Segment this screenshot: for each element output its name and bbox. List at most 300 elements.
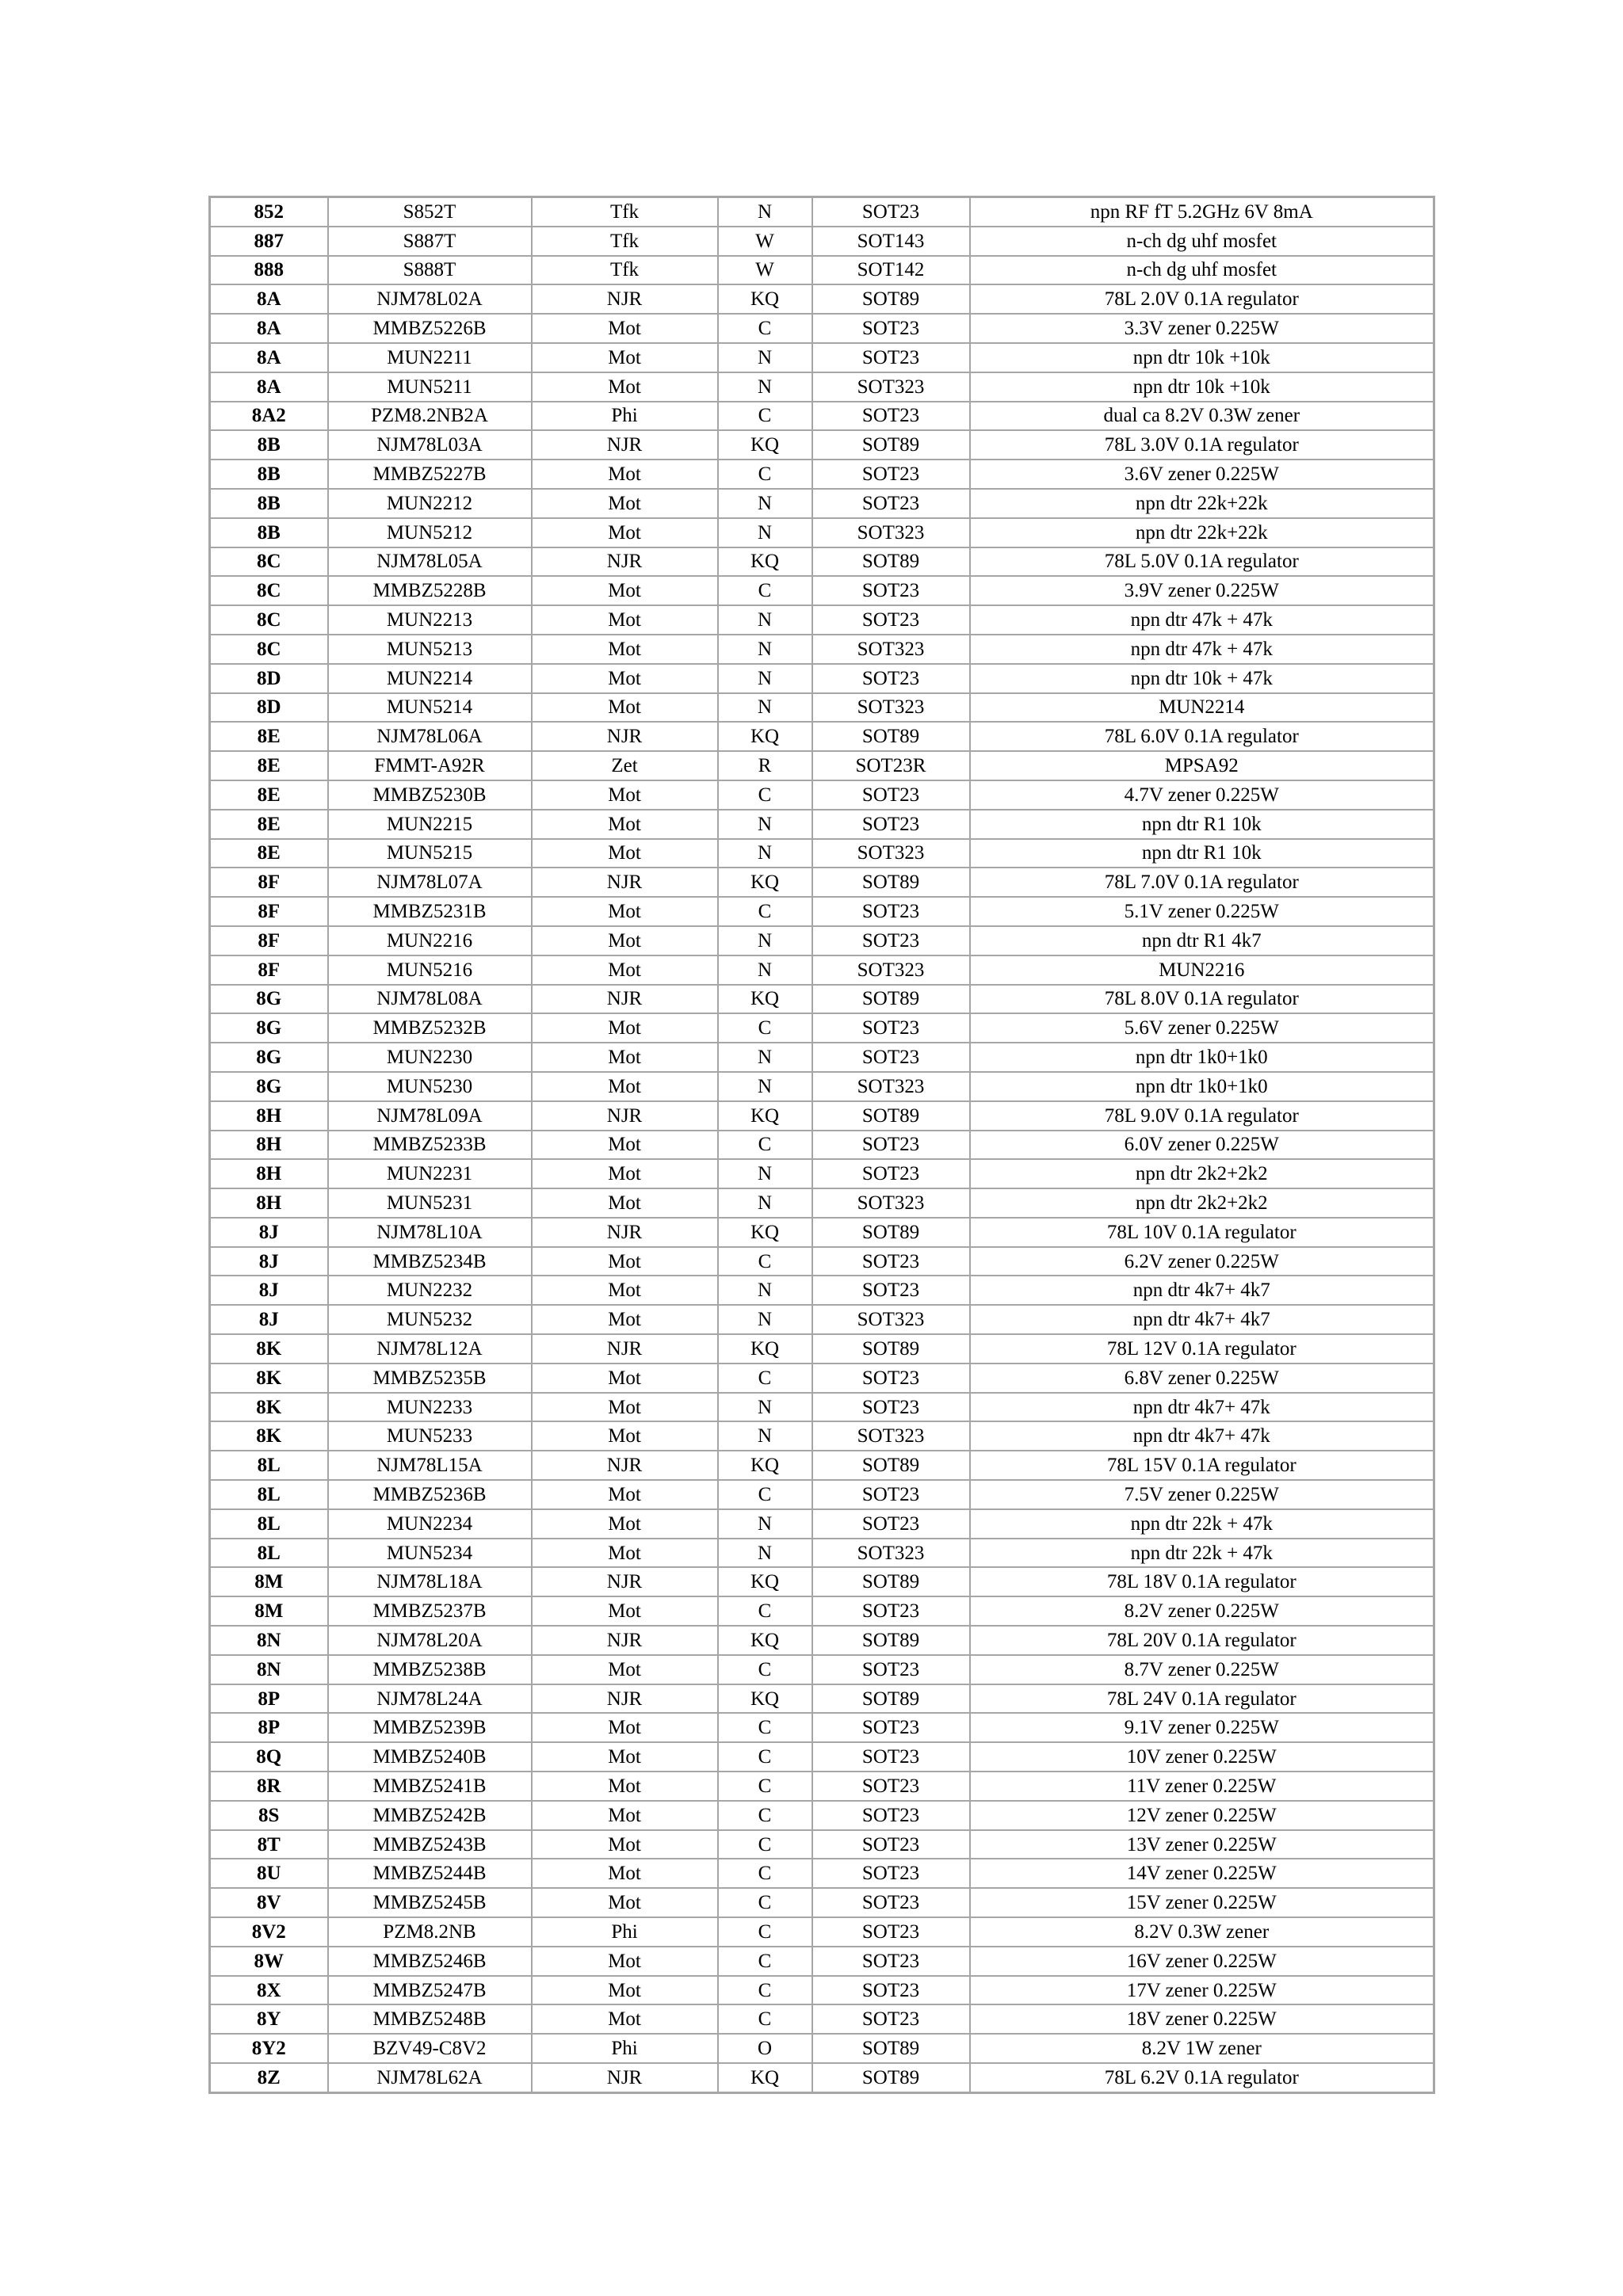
package-cell: SOT89 <box>812 430 970 460</box>
smd-code-cell: 8L <box>210 1509 328 1539</box>
table-row <box>210 751 1434 780</box>
package-cell: SOT23 <box>812 314 970 343</box>
manufacturer-cell: Tfk <box>532 227 718 256</box>
description-cell: 5.6V zener 0.225W <box>970 1013 1434 1043</box>
part-number-cell: NJM78L62A <box>328 2063 532 2092</box>
base-cell: KQ <box>718 1684 812 1714</box>
smd-code-cell: 8E <box>210 780 328 810</box>
table-row <box>210 1772 1434 1801</box>
description-cell: 7.5V zener 0.225W <box>970 1480 1434 1509</box>
base-cell: C <box>718 402 812 431</box>
part-number-cell: MUN2216 <box>328 926 532 955</box>
package-cell: SOT323 <box>812 839 970 868</box>
description-cell: 78L 20V 0.1A regulator <box>970 1626 1434 1655</box>
part-number-cell: MMBZ5239B <box>328 1713 532 1742</box>
table-row <box>210 1830 1434 1859</box>
description-cell: 3.3V zener 0.225W <box>970 314 1434 343</box>
part-number-cell: MUN5213 <box>328 635 532 664</box>
package-cell: SOT23 <box>812 780 970 810</box>
manufacturer-cell: Mot <box>532 1713 718 1742</box>
table-row <box>210 780 1434 810</box>
package-cell: SOT23 <box>812 576 970 605</box>
table-row <box>210 197 1434 227</box>
part-number-cell: MMBZ5236B <box>328 1480 532 1509</box>
description-cell: MPSA92 <box>970 751 1434 780</box>
manufacturer-cell: Mot <box>532 1276 718 1305</box>
smd-code-cell: 8J <box>210 1276 328 1305</box>
base-cell: C <box>718 460 812 489</box>
part-number-cell: MUN5234 <box>328 1539 532 1568</box>
manufacturer-cell: Zet <box>532 751 718 780</box>
part-number-cell: MUN2230 <box>328 1043 532 1072</box>
smd-code-cell: 8N <box>210 1655 328 1684</box>
table-row <box>210 1101 1434 1131</box>
package-cell: SOT23 <box>812 1713 970 1742</box>
part-number-cell: MUN5212 <box>328 518 532 547</box>
smd-code-cell: 8E <box>210 810 328 839</box>
package-cell: SOT143 <box>812 227 970 256</box>
smd-code-cell: 8C <box>210 576 328 605</box>
smd-code-cell: 8J <box>210 1247 328 1276</box>
smd-code-cell: 8H <box>210 1188 328 1218</box>
table-row <box>210 1013 1434 1043</box>
smd-code-cell: 8C <box>210 605 328 635</box>
smd-code-cell: 8A <box>210 343 328 372</box>
package-cell: SOT23 <box>812 1159 970 1188</box>
table-row <box>210 1976 1434 2005</box>
table-row <box>210 1655 1434 1684</box>
description-cell: 78L 15V 0.1A regulator <box>970 1451 1434 1480</box>
part-number-cell: MMBZ5243B <box>328 1830 532 1859</box>
base-cell: KQ <box>718 1451 812 1480</box>
manufacturer-cell: NJR <box>532 2063 718 2092</box>
description-cell: 6.0V zener 0.225W <box>970 1131 1434 1160</box>
manufacturer-cell: Mot <box>532 605 718 635</box>
smd-code-cell: 8U <box>210 1859 328 1888</box>
manufacturer-cell: Mot <box>532 1830 718 1859</box>
description-cell: 17V zener 0.225W <box>970 1976 1434 2005</box>
table-row <box>210 897 1434 926</box>
table-row <box>210 1334 1434 1363</box>
part-number-cell: MUN2212 <box>328 489 532 518</box>
part-number-cell: MMBZ5247B <box>328 1976 532 2005</box>
base-cell: C <box>718 1947 812 1976</box>
base-cell: C <box>718 1596 812 1626</box>
table-row <box>210 810 1434 839</box>
base-cell: N <box>718 197 812 227</box>
part-number-cell: MUN2234 <box>328 1509 532 1539</box>
base-cell: KQ <box>718 1626 812 1655</box>
table-row <box>210 576 1434 605</box>
package-cell: SOT23 <box>812 1830 970 1859</box>
smd-code-cell: 8K <box>210 1334 328 1363</box>
description-cell: npn dtr 10k + 47k <box>970 664 1434 693</box>
smd-code-cell: 8F <box>210 868 328 897</box>
manufacturer-cell: Phi <box>532 402 718 431</box>
description-cell: 78L 5.0V 0.1A regulator <box>970 547 1434 577</box>
base-cell: N <box>718 1043 812 1072</box>
smd-code-cell: 8B <box>210 518 328 547</box>
description-cell: 8.7V zener 0.225W <box>970 1655 1434 1684</box>
description-cell: 78L 7.0V 0.1A regulator <box>970 868 1434 897</box>
manufacturer-cell: Mot <box>532 314 718 343</box>
table-row <box>210 955 1434 985</box>
part-number-cell: NJM78L12A <box>328 1334 532 1363</box>
description-cell: npn dtr 4k7+ 4k7 <box>970 1276 1434 1305</box>
base-cell: O <box>718 2034 812 2063</box>
manufacturer-cell: Mot <box>532 1772 718 1801</box>
part-number-cell: NJM78L20A <box>328 1626 532 1655</box>
base-cell: C <box>718 1742 812 1772</box>
smd-code-cell: 8H <box>210 1131 328 1160</box>
smd-code-cell: 8G <box>210 1043 328 1072</box>
manufacturer-cell: Mot <box>532 1480 718 1509</box>
package-cell: SOT23 <box>812 1947 970 1976</box>
manufacturer-cell: Mot <box>532 1509 718 1539</box>
part-number-cell: MMBZ5241B <box>328 1772 532 1801</box>
base-cell: R <box>718 751 812 780</box>
table-row <box>210 1539 1434 1568</box>
table-row <box>210 2004 1434 2034</box>
base-cell: N <box>718 343 812 372</box>
description-cell: npn dtr 1k0+1k0 <box>970 1043 1434 1072</box>
description-cell: 13V zener 0.225W <box>970 1830 1434 1859</box>
part-number-cell: MMBZ5248B <box>328 2004 532 2034</box>
table-row <box>210 1421 1434 1451</box>
manufacturer-cell: Mot <box>532 1596 718 1626</box>
package-cell: SOT89 <box>812 284 970 314</box>
package-cell: SOT23 <box>812 1043 970 1072</box>
base-cell: KQ <box>718 547 812 577</box>
description-cell: 8.2V zener 0.225W <box>970 1596 1434 1626</box>
smd-code-cell: 8N <box>210 1626 328 1655</box>
manufacturer-cell: Mot <box>532 1742 718 1772</box>
manufacturer-cell: Mot <box>532 518 718 547</box>
base-cell: C <box>718 1013 812 1043</box>
part-number-cell: MUN5233 <box>328 1421 532 1451</box>
part-number-cell: MUN5211 <box>328 372 532 402</box>
manufacturer-cell: NJR <box>532 547 718 577</box>
package-cell: SOT23 <box>812 460 970 489</box>
table-row <box>210 256 1434 285</box>
table-row <box>210 635 1434 664</box>
base-cell: W <box>718 227 812 256</box>
package-cell: SOT23 <box>812 1596 970 1626</box>
base-cell: KQ <box>718 1218 812 1247</box>
manufacturer-cell: Mot <box>532 1159 718 1188</box>
package-cell: SOT23 <box>812 1888 970 1917</box>
manufacturer-cell: NJR <box>532 1567 718 1596</box>
part-number-cell: MMBZ5230B <box>328 780 532 810</box>
manufacturer-cell: NJR <box>532 868 718 897</box>
smd-code-cell: 8A <box>210 372 328 402</box>
description-cell: 78L 6.2V 0.1A regulator <box>970 2063 1434 2092</box>
smd-code-cell: 8J <box>210 1305 328 1334</box>
package-cell: SOT23R <box>812 751 970 780</box>
package-cell: SOT23 <box>812 197 970 227</box>
part-number-cell: S852T <box>328 197 532 227</box>
package-cell: SOT23 <box>812 2004 970 2034</box>
smd-code-cell: 8K <box>210 1363 328 1393</box>
smd-code-cell: 8P <box>210 1713 328 1742</box>
table-row <box>210 372 1434 402</box>
package-cell: SOT23 <box>812 1393 970 1422</box>
base-cell: C <box>718 1363 812 1393</box>
description-cell: 18V zener 0.225W <box>970 2004 1434 2034</box>
table-row <box>210 926 1434 955</box>
table-row <box>210 2063 1434 2092</box>
base-cell: N <box>718 1421 812 1451</box>
manufacturer-cell: Mot <box>532 1072 718 1101</box>
package-cell: SOT23 <box>812 1363 970 1393</box>
base-cell: KQ <box>718 1334 812 1363</box>
manufacturer-cell: Mot <box>532 1539 718 1568</box>
description-cell: MUN2216 <box>970 955 1434 985</box>
manufacturer-cell: Mot <box>532 664 718 693</box>
package-cell: SOT89 <box>812 722 970 751</box>
part-number-cell: MMBZ5234B <box>328 1247 532 1276</box>
smd-code-cell: 8C <box>210 635 328 664</box>
smd-code-cell: 8B <box>210 460 328 489</box>
part-number-cell: MUN5231 <box>328 1188 532 1218</box>
smd-code-cell: 8K <box>210 1393 328 1422</box>
smd-code-cell: 8S <box>210 1801 328 1830</box>
manufacturer-cell: Mot <box>532 1801 718 1830</box>
package-cell: SOT23 <box>812 1742 970 1772</box>
manufacturer-cell: Mot <box>532 1363 718 1393</box>
table-row <box>210 547 1434 577</box>
table-row <box>210 402 1434 431</box>
smd-code-cell: 8E <box>210 722 328 751</box>
package-cell: SOT323 <box>812 1421 970 1451</box>
base-cell: C <box>718 1917 812 1947</box>
base-cell: KQ <box>718 868 812 897</box>
manufacturer-cell: Mot <box>532 780 718 810</box>
package-cell: SOT23 <box>812 1509 970 1539</box>
manufacturer-cell: Mot <box>532 1655 718 1684</box>
package-cell: SOT89 <box>812 2063 970 2092</box>
package-cell: SOT142 <box>812 256 970 285</box>
package-cell: SOT23 <box>812 1480 970 1509</box>
package-cell: SOT323 <box>812 1188 970 1218</box>
manufacturer-cell: Mot <box>532 1393 718 1422</box>
package-cell: SOT23 <box>812 343 970 372</box>
base-cell: C <box>718 576 812 605</box>
table-row <box>210 1801 1434 1830</box>
manufacturer-cell: Mot <box>532 1013 718 1043</box>
base-cell: N <box>718 605 812 635</box>
part-number-cell: FMMT-A92R <box>328 751 532 780</box>
table-row <box>210 1159 1434 1188</box>
package-cell: SOT89 <box>812 547 970 577</box>
part-number-cell: NJM78L07A <box>328 868 532 897</box>
package-cell: SOT89 <box>812 1626 970 1655</box>
manufacturer-cell: NJR <box>532 430 718 460</box>
package-cell: SOT23 <box>812 1247 970 1276</box>
table-row <box>210 1917 1434 1947</box>
table-row <box>210 1742 1434 1772</box>
description-cell: npn dtr R1 10k <box>970 839 1434 868</box>
manufacturer-cell: Mot <box>532 1247 718 1276</box>
manufacturer-cell: NJR <box>532 1626 718 1655</box>
manufacturer-cell: Tfk <box>532 197 718 227</box>
base-cell: N <box>718 693 812 723</box>
part-number-cell: MUN2211 <box>328 343 532 372</box>
smd-code-cell: 8J <box>210 1218 328 1247</box>
table-row <box>210 1567 1434 1596</box>
base-cell: N <box>718 664 812 693</box>
base-cell: C <box>718 314 812 343</box>
part-number-cell: BZV49-C8V2 <box>328 2034 532 2063</box>
description-cell: npn dtr 22k + 47k <box>970 1539 1434 1568</box>
part-number-cell: MUN2231 <box>328 1159 532 1188</box>
part-number-cell: MMBZ5227B <box>328 460 532 489</box>
manufacturer-cell: NJR <box>532 1684 718 1714</box>
base-cell: N <box>718 518 812 547</box>
base-cell: C <box>718 1801 812 1830</box>
manufacturer-cell: Mot <box>532 693 718 723</box>
smd-code-cell: 8T <box>210 1830 328 1859</box>
table-row <box>210 489 1434 518</box>
base-cell: N <box>718 1072 812 1101</box>
package-cell: SOT23 <box>812 1013 970 1043</box>
manufacturer-cell: Mot <box>532 1976 718 2005</box>
table-row <box>210 1626 1434 1655</box>
smd-code-cell: 8A <box>210 284 328 314</box>
part-number-cell: NJM78L05A <box>328 547 532 577</box>
manufacturer-cell: Mot <box>532 1043 718 1072</box>
part-number-cell: MUN2213 <box>328 605 532 635</box>
description-cell: npn dtr 10k +10k <box>970 372 1434 402</box>
manufacturer-cell: NJR <box>532 722 718 751</box>
description-cell: 6.2V zener 0.225W <box>970 1247 1434 1276</box>
manufacturer-cell: Mot <box>532 460 718 489</box>
smd-code-cell: 8R <box>210 1772 328 1801</box>
package-cell: SOT323 <box>812 518 970 547</box>
description-cell: npn dtr 47k + 47k <box>970 605 1434 635</box>
table-row <box>210 1276 1434 1305</box>
description-cell: 6.8V zener 0.225W <box>970 1363 1434 1393</box>
manufacturer-cell: Mot <box>532 926 718 955</box>
manufacturer-cell: Mot <box>532 955 718 985</box>
manufacturer-cell: NJR <box>532 1334 718 1363</box>
manufacturer-cell: Phi <box>532 2034 718 2063</box>
description-cell: npn dtr R1 4k7 <box>970 926 1434 955</box>
part-number-cell: MUN5216 <box>328 955 532 985</box>
part-number-cell: MMBZ5233B <box>328 1131 532 1160</box>
table-row <box>210 1393 1434 1422</box>
base-cell: W <box>718 256 812 285</box>
base-cell: C <box>718 1976 812 2005</box>
part-number-cell: PZM8.2NB2A <box>328 402 532 431</box>
manufacturer-cell: NJR <box>532 1218 718 1247</box>
smd-code-cell: 8C <box>210 547 328 577</box>
smd-code-cell: 8L <box>210 1451 328 1480</box>
base-cell: N <box>718 1393 812 1422</box>
base-cell: C <box>718 1131 812 1160</box>
package-cell: SOT23 <box>812 810 970 839</box>
base-cell: N <box>718 1276 812 1305</box>
part-number-cell: S888T <box>328 256 532 285</box>
smd-code-cell: 8L <box>210 1480 328 1509</box>
table-row <box>210 985 1434 1014</box>
description-cell: MUN2214 <box>970 693 1434 723</box>
part-number-cell: MMBZ5238B <box>328 1655 532 1684</box>
description-cell: n-ch dg uhf mosfet <box>970 227 1434 256</box>
part-number-cell: NJM78L02A <box>328 284 532 314</box>
manufacturer-cell: Mot <box>532 576 718 605</box>
part-number-cell: MMBZ5240B <box>328 1742 532 1772</box>
description-cell: 78L 8.0V 0.1A regulator <box>970 985 1434 1014</box>
table-row <box>210 868 1434 897</box>
description-cell: dual ca 8.2V 0.3W zener <box>970 402 1434 431</box>
package-cell: SOT89 <box>812 868 970 897</box>
smd-code-cell: 8X <box>210 1976 328 2005</box>
table-row <box>210 1684 1434 1714</box>
base-cell: N <box>718 926 812 955</box>
table-row <box>210 605 1434 635</box>
base-cell: C <box>718 1772 812 1801</box>
description-cell: 78L 6.0V 0.1A regulator <box>970 722 1434 751</box>
manufacturer-cell: NJR <box>532 985 718 1014</box>
base-cell: KQ <box>718 1101 812 1131</box>
package-cell: SOT23 <box>812 926 970 955</box>
package-cell: SOT89 <box>812 1218 970 1247</box>
package-cell: SOT89 <box>812 2034 970 2063</box>
part-number-cell: MMBZ5226B <box>328 314 532 343</box>
smd-code-cell: 852 <box>210 197 328 227</box>
package-cell: SOT323 <box>812 955 970 985</box>
table-row <box>210 1947 1434 1976</box>
table-row <box>210 1480 1434 1509</box>
package-cell: SOT23 <box>812 897 970 926</box>
manufacturer-cell: Mot <box>532 2004 718 2034</box>
description-cell: 78L 10V 0.1A regulator <box>970 1218 1434 1247</box>
table-row <box>210 722 1434 751</box>
base-cell: N <box>718 372 812 402</box>
base-cell: C <box>718 2004 812 2034</box>
table-row <box>210 1713 1434 1742</box>
description-cell: 78L 24V 0.1A regulator <box>970 1684 1434 1714</box>
table-row <box>210 1305 1434 1334</box>
smd-code-cell: 8L <box>210 1539 328 1568</box>
base-cell: N <box>718 489 812 518</box>
table-row <box>210 1363 1434 1393</box>
base-cell: KQ <box>718 430 812 460</box>
description-cell: 3.6V zener 0.225W <box>970 460 1434 489</box>
package-cell: SOT323 <box>812 693 970 723</box>
part-number-cell: MMBZ5242B <box>328 1801 532 1830</box>
description-cell: 78L 18V 0.1A regulator <box>970 1567 1434 1596</box>
table-row <box>210 1859 1434 1888</box>
manufacturer-cell: Mot <box>532 810 718 839</box>
part-number-cell: MUN5232 <box>328 1305 532 1334</box>
base-cell: KQ <box>718 1567 812 1596</box>
smd-code-cell: 8D <box>210 693 328 723</box>
part-number-cell: NJM78L03A <box>328 430 532 460</box>
package-cell: SOT23 <box>812 1976 970 2005</box>
smd-code-cell: 8B <box>210 430 328 460</box>
package-cell: SOT323 <box>812 1305 970 1334</box>
table-row <box>210 314 1434 343</box>
part-number-cell: MUN5214 <box>328 693 532 723</box>
smd-code-cell: 887 <box>210 227 328 256</box>
description-cell: 8.2V 1W zener <box>970 2034 1434 2063</box>
description-cell: 8.2V 0.3W zener <box>970 1917 1434 1947</box>
package-cell: SOT323 <box>812 1072 970 1101</box>
smd-code-cell: 8F <box>210 926 328 955</box>
description-cell: npn dtr 22k + 47k <box>970 1509 1434 1539</box>
